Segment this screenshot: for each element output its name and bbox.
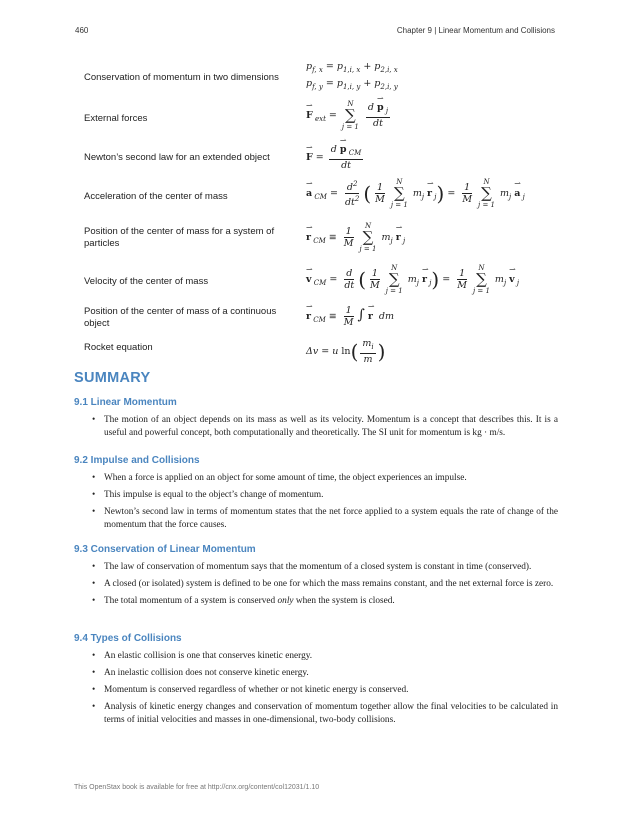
equation-row bbox=[84, 100, 564, 136]
list-item: • Momentum is conserved regardless of whether or not kinetic energy is conserved. bbox=[92, 684, 558, 697]
equation-row bbox=[84, 222, 564, 264]
list-item: • An elastic collision is one that conserves kinetic energy. bbox=[92, 650, 558, 663]
bullet-list bbox=[92, 472, 558, 531]
equation-name: Newton’s second law for an extended object bbox=[84, 152, 270, 163]
equation-row bbox=[84, 264, 564, 304]
equation-name: Position of the center of mass of a continuous object bbox=[84, 306, 277, 329]
list-item: • Analysis of kinetic energy changes and conservation of momentum together allow the final velocities to be calculated in terms of initial velocities and masses in one-dimensional, two-body collisions. bbox=[92, 701, 558, 726]
list-item: • The motion of an object depends on its mass as well as its velocity. Momentum is a concept that describes this. It is a useful and powerful concept, both computationally and theoretically. The SI unit for momentum is kg · m/s. bbox=[92, 414, 558, 439]
equation-row bbox=[84, 305, 564, 335]
list-item: • This impulse is equal to the object’s change of momentum. bbox=[92, 489, 558, 502]
equation-name: External forces bbox=[84, 113, 148, 124]
list-item: • The law of conservation of momentum says that the momentum of a closed system is constant in time (conserved). bbox=[92, 561, 558, 574]
list-item: • A closed (or isolated) system is defined to be one for which the mass remains constant, and the net external force is zero. bbox=[92, 578, 558, 591]
chapter-title: Chapter 9 | Linear Momentum and Collisions bbox=[396, 26, 555, 35]
equation-name: Velocity of the center of mass bbox=[84, 276, 209, 287]
equation-name: Conservation of momentum in two dimensions bbox=[84, 72, 279, 83]
summary-title: SUMMARY bbox=[74, 370, 151, 386]
equation-formula: ⇀ a $_{CM}$ = $\frac{d^2}{dt^2}$ ( $\frac{1}{M}$ N ∑ j = 1 $m_j$ ⇀ r $_j$) = $\frac{1}{M}$ N ∑ j = 1 $m_j$ ⇀ a $_j$ bbox=[306, 178, 525, 209]
section-heading: 9.2 Impulse and Collisions bbox=[74, 455, 200, 466]
equation-row bbox=[84, 144, 564, 174]
page-footer: This OpenStax book is available for free at http://cnx.org/content/col12031/1.10 bbox=[74, 784, 320, 791]
equation-row bbox=[84, 178, 564, 218]
list-item: • An inelastic collision does not conserve kinetic energy. bbox=[92, 667, 558, 680]
summary-section bbox=[74, 633, 558, 731]
equation-row bbox=[84, 58, 564, 94]
equation-row bbox=[84, 338, 564, 365]
list-item: • When a force is applied on an object for some amount of time, the object experiences an impulse. bbox=[92, 472, 558, 485]
bullet-list bbox=[92, 561, 558, 608]
equation-formula: ⇀ r $_{CM}$ ≡ $\frac{1}{M}$ ∫ ⇀ r dm bbox=[306, 305, 394, 328]
equation-formula: Δv = u ln( $\frac{m_i}{m}$ ) bbox=[306, 338, 386, 365]
list-item: • The total momentum of a system is conserved only when the system is closed. bbox=[92, 595, 558, 608]
section-heading: 9.3 Conservation of Linear Momentum bbox=[74, 544, 256, 555]
equation-formula: ⇀ F = $\frac{d ⇀ p _{CM}}{dt}$ bbox=[306, 144, 365, 171]
summary-section bbox=[74, 455, 558, 536]
section-heading: 9.4 Types of Collisions bbox=[74, 633, 182, 644]
list-item: • Newton’s second law in terms of momentum states that the net force applied to a system equals the rate of change of the momentum that the force causes. bbox=[92, 506, 558, 531]
equation-formula: ⇀ r $_{CM}$ ≡ $\frac{1}{M}$ N ∑ j = 1 $m_j$ ⇀ r $_j$ bbox=[306, 222, 405, 253]
summary-section bbox=[74, 397, 558, 444]
section-heading: 9.1 Linear Momentum bbox=[74, 397, 177, 408]
equation-formula: ⇀ v $_{CM}$ = $\frac{d}{dt}$ ( $\frac{1}{M}$ N ∑ j = 1 $m_j$ ⇀ r $_j$) = $\frac{1}{M}$ N ∑ j = 1 $m_j$ ⇀ v $_j$ bbox=[306, 264, 519, 295]
equation-name: Position of the center of mass for a system of particles bbox=[84, 226, 275, 249]
page-number: 460 bbox=[75, 26, 89, 35]
equation-name: Rocket equation bbox=[84, 342, 153, 353]
bullet-list bbox=[92, 414, 558, 439]
equation-formula: $p_{f, x} = p_{1,i, x} + p_{2,i, x}$ $p_{f, y} = p_{1,i, y} + p_{2,i, y}$ bbox=[306, 61, 398, 91]
equation-name: Acceleration of the center of mass bbox=[84, 191, 228, 202]
equation-formula: ⇀ F $_{ext}$ = N ∑ j = 1 $\frac{d ⇀ p _j}{dt}$ bbox=[306, 100, 392, 131]
summary-section bbox=[74, 544, 558, 612]
bullet-list bbox=[92, 650, 558, 726]
